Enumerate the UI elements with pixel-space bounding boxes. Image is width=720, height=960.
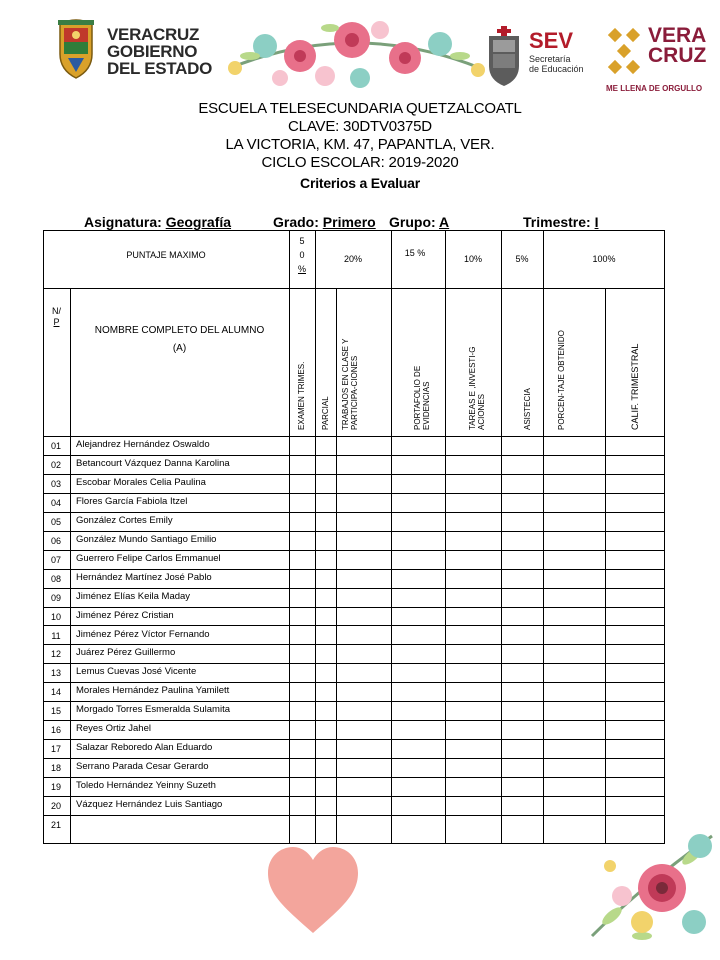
pct-asistencia: 5% bbox=[515, 254, 529, 264]
subject-trimestre-value: I bbox=[594, 214, 599, 230]
student-name: Betancourt Vázquez Danna Karolina bbox=[76, 458, 230, 469]
student-name: Reyes Ortiz Jahel bbox=[76, 723, 151, 734]
subject-grupo: Grupo: A bbox=[389, 214, 450, 230]
student-name: Toledo Hernández Yeinny Suzeth bbox=[76, 780, 216, 791]
col-trabajos: TRABAJOS EN CLASE Y PARTICIPA-CIONES bbox=[341, 338, 359, 430]
col-examen: EXAMEN TRIMES. bbox=[297, 361, 306, 430]
row-number: 07 bbox=[50, 555, 61, 565]
row-divider bbox=[43, 644, 665, 645]
subject-grado: Grado: Primero bbox=[273, 214, 376, 230]
col-tareas: TAREAS E ,INVESTI-G ACIONES bbox=[468, 346, 486, 430]
row-divider bbox=[43, 796, 665, 797]
floral-banner-image bbox=[210, 8, 500, 100]
row-divider bbox=[43, 815, 665, 816]
student-name: Morales Hernández Paulina Yamilett bbox=[76, 685, 230, 696]
criteria-title: Criterios a Evaluar bbox=[300, 175, 420, 191]
coat-of-arms-icon bbox=[54, 18, 98, 80]
student-name: Serrano Parada Cesar Gerardo bbox=[76, 761, 209, 772]
gov-line-1: VERACRUZ bbox=[107, 25, 200, 44]
grades-table bbox=[43, 230, 665, 844]
np-header: N/ P bbox=[52, 306, 61, 327]
row-number: 21 bbox=[50, 820, 61, 830]
sev-title: SEV bbox=[529, 28, 574, 53]
student-name: Escobar Morales Celia Paulina bbox=[76, 477, 206, 488]
row-divider bbox=[43, 607, 665, 608]
row-number: 04 bbox=[50, 498, 61, 508]
vera-tagline: ME LLENA DE ORGULLO bbox=[606, 84, 703, 93]
pct-total: 100% bbox=[592, 254, 616, 264]
pct-portafolio: 15 % bbox=[404, 248, 426, 258]
sev-logo bbox=[485, 22, 585, 96]
row-number: 17 bbox=[50, 744, 61, 754]
row-divider bbox=[43, 682, 665, 683]
row-divider bbox=[43, 531, 665, 532]
subject-grado-value: Primero bbox=[322, 214, 376, 230]
subject-grupo-value: A bbox=[439, 214, 450, 230]
subject-trimestre: Trimestre: I bbox=[523, 214, 599, 230]
row-number: 13 bbox=[50, 668, 61, 678]
sev-subtitle-2: de Educación bbox=[529, 64, 584, 74]
row-divider bbox=[43, 777, 665, 778]
col-calif: CALIF. TRIMESTRAL bbox=[630, 343, 640, 430]
col-porcentaje: PORCEN-TAJE OBTENIDO bbox=[557, 330, 566, 430]
student-name: González Mundo Santiago Emilio bbox=[76, 534, 217, 545]
gov-line-2: GOBIERNO bbox=[107, 42, 198, 61]
row-number: 20 bbox=[50, 801, 61, 811]
row-divider bbox=[43, 493, 665, 494]
row-number: 12 bbox=[50, 649, 61, 659]
row-number: 08 bbox=[50, 574, 61, 584]
floral-corner-image bbox=[582, 826, 720, 956]
row-divider bbox=[43, 663, 665, 664]
col-parcial: PARCIAL bbox=[321, 396, 330, 430]
row-number: 19 bbox=[50, 782, 61, 792]
subject-asignatura-value: Geografía bbox=[165, 214, 232, 230]
student-name: Salazar Reboredo Alan Eduardo bbox=[76, 742, 213, 753]
row-number: 01 bbox=[50, 441, 61, 451]
student-name: Vázquez Hernández Luis Santiago bbox=[76, 799, 223, 810]
student-name: Juárez Pérez Guillermo bbox=[76, 647, 176, 658]
row-number: 09 bbox=[50, 593, 61, 603]
row-number: 14 bbox=[50, 687, 61, 697]
max-score-label: PUNTAJE MAXIMO bbox=[126, 250, 206, 260]
row-divider bbox=[43, 455, 665, 456]
gov-line-3: DEL ESTADO bbox=[107, 59, 212, 78]
row-divider bbox=[43, 550, 665, 551]
row-divider bbox=[43, 625, 665, 626]
row-number: 10 bbox=[50, 612, 61, 622]
student-name: Morgado Torres Esmeralda Sulamita bbox=[76, 704, 231, 715]
pattern-mark-icon bbox=[608, 28, 644, 78]
pct-trabajos: 20% bbox=[343, 254, 362, 264]
school-cycle: CICLO ESCOLAR: 2019-2020 bbox=[261, 154, 459, 171]
col-asistencia: ASISTECIA bbox=[523, 388, 532, 430]
row-number: 15 bbox=[50, 706, 61, 716]
row-number: 03 bbox=[50, 479, 61, 489]
student-name: Hernández Martínez José Pablo bbox=[76, 572, 212, 583]
school-clave: CLAVE: 30DTV0375D bbox=[288, 118, 432, 135]
student-name: Alejandrez Hernández Oswaldo bbox=[76, 439, 210, 450]
col-portafolio: PORTAFOLIO DE EVIDENCIAS bbox=[413, 365, 431, 430]
student-name: Jiménez Pérez Cristian bbox=[76, 610, 174, 621]
veracruz-brand-logo bbox=[604, 24, 714, 100]
row-number: 16 bbox=[50, 725, 61, 735]
vera-line-1: VERA bbox=[648, 24, 707, 47]
row-divider bbox=[43, 512, 665, 513]
row-divider bbox=[43, 758, 665, 759]
row-number: 11 bbox=[51, 631, 61, 641]
row-number: 02 bbox=[50, 460, 61, 470]
row-divider bbox=[43, 569, 665, 570]
pct-tareas: 10% bbox=[463, 254, 482, 264]
row-number: 05 bbox=[50, 517, 61, 527]
pct-examen: 5 0 % bbox=[297, 236, 306, 274]
sev-subtitle-1: Secretaría bbox=[529, 54, 571, 64]
school-name: ESCUELA TELESECUNDARIA QUETZALCOATL bbox=[198, 100, 522, 117]
student-name: Jiménez Pérez Víctor Fernando bbox=[76, 629, 210, 640]
name-header: NOMBRE COMPLETO DEL ALUMNO (A) bbox=[94, 325, 265, 354]
sev-shield-icon bbox=[485, 26, 523, 88]
row-divider bbox=[43, 588, 665, 589]
row-divider bbox=[43, 474, 665, 475]
heart-icon bbox=[266, 845, 360, 935]
student-name: Jiménez Elías Keila Maday bbox=[76, 591, 191, 602]
row-number: 06 bbox=[50, 536, 61, 546]
student-name: González Cortes Emily bbox=[76, 515, 173, 526]
row-divider bbox=[43, 701, 665, 702]
vera-line-2: CRUZ bbox=[648, 44, 707, 67]
school-address: LA VICTORIA, KM. 47, PAPANTLA, VER. bbox=[225, 136, 495, 153]
subject-asignatura: Asignatura: Geografía bbox=[84, 214, 232, 230]
student-name: Lemus Cuevas José Vicente bbox=[76, 666, 197, 677]
student-name: Flores García Fabiola Itzel bbox=[76, 496, 188, 507]
row-divider bbox=[43, 720, 665, 721]
row-divider bbox=[43, 739, 665, 740]
row-number: 18 bbox=[50, 763, 61, 773]
student-name: Guerrero Felipe Carlos Emmanuel bbox=[76, 553, 221, 564]
